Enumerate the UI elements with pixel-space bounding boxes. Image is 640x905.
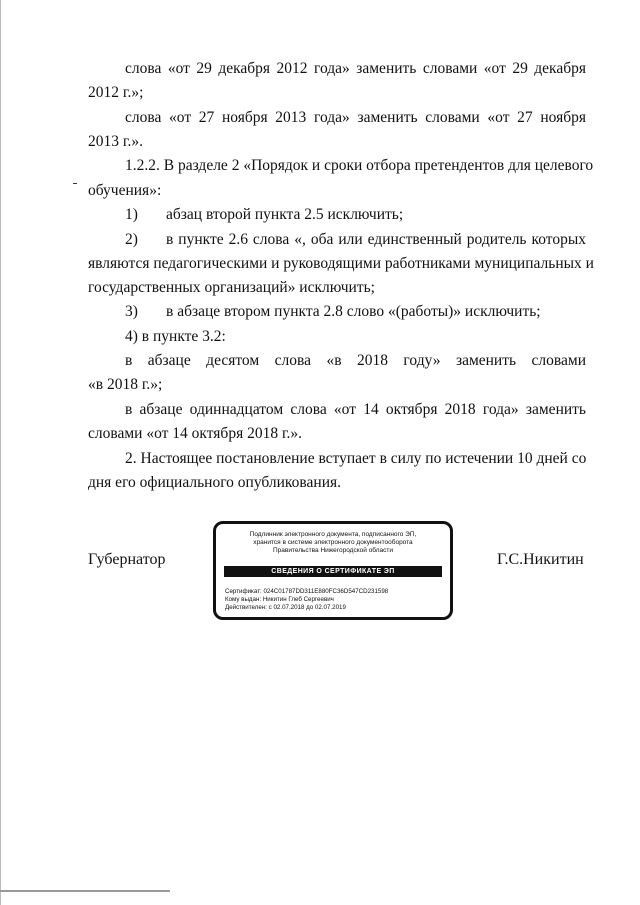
text-line: в абзаце десятом слова «в 2018 году» заменить словами bbox=[125, 352, 586, 369]
text-line: 2. Настоящее постановление вступает в силу по истечении 10 дней со bbox=[125, 450, 587, 467]
item-number: 2) bbox=[125, 231, 138, 248]
scan-edge bbox=[0, 0, 1, 905]
text-line: 2012 г.»; bbox=[88, 84, 144, 101]
item-number: 1) bbox=[125, 206, 138, 223]
stamp-header-line: Правительства Нижегородской области bbox=[272, 547, 394, 554]
text-line: «в 2018 г.»; bbox=[88, 376, 163, 393]
electronic-signature-stamp bbox=[213, 521, 453, 620]
text-line: в пункте 2.6 слова «, оба или единственный родитель которых bbox=[166, 231, 586, 248]
stamp-issued-to: Кому выдан: Никитин Глеб Сергеевич bbox=[225, 596, 334, 603]
scan-edge bbox=[0, 890, 170, 892]
item-number: 3) bbox=[125, 303, 138, 320]
text-line: в абзаце втором пункта 2.8 слово «(работы)» исключить; bbox=[166, 303, 541, 320]
text-line: слова «от 29 декабря 2012 года» заменить словами «от 29 декабря bbox=[125, 60, 586, 77]
text-line: словами «от 14 октября 2018 г.». bbox=[88, 425, 303, 442]
text-line: 4) в пункте 3.2: bbox=[125, 328, 226, 345]
scan-mark bbox=[73, 183, 77, 184]
stamp-title: СВЕДЕНИЯ О СЕРТИФИКАТЕ ЭП bbox=[224, 566, 442, 577]
stamp-certificate: Сертификат: 024C01787DD311E880FC36D547CD231598 bbox=[225, 588, 389, 595]
stamp-valid: Действителен: с 02.07.2018 до 02.07.2019 bbox=[225, 604, 346, 611]
stamp-header-line: Подлинник электронного документа, подписанного ЭП, bbox=[249, 531, 417, 538]
signature-position: Губернатор bbox=[88, 551, 166, 568]
text-line: дня его официального опубликования. bbox=[88, 474, 342, 491]
stamp-header-line: хранится в системе электронного документооборота bbox=[253, 539, 413, 546]
text-line: слова «от 27 ноября 2013 года» заменить словами «от 27 ноября bbox=[125, 109, 586, 126]
text-line: обучения»: bbox=[88, 182, 162, 199]
text-line: в абзаце одиннадцатом слова «от 14 октября 2018 года» заменить bbox=[125, 401, 586, 418]
text-line: являются педагогическими и руководящими работниками муниципальных и bbox=[88, 255, 594, 272]
text-line: абзац второй пункта 2.5 исключить; bbox=[166, 206, 404, 223]
signature-name: Г.С.Никитин bbox=[497, 551, 584, 568]
text-line: 1.2.2. В разделе 2 «Порядок и сроки отбора претендентов для целевого bbox=[125, 157, 594, 174]
text-line: 2013 г.». bbox=[88, 133, 143, 150]
text-line: государственных организаций» исключить; bbox=[88, 279, 375, 296]
